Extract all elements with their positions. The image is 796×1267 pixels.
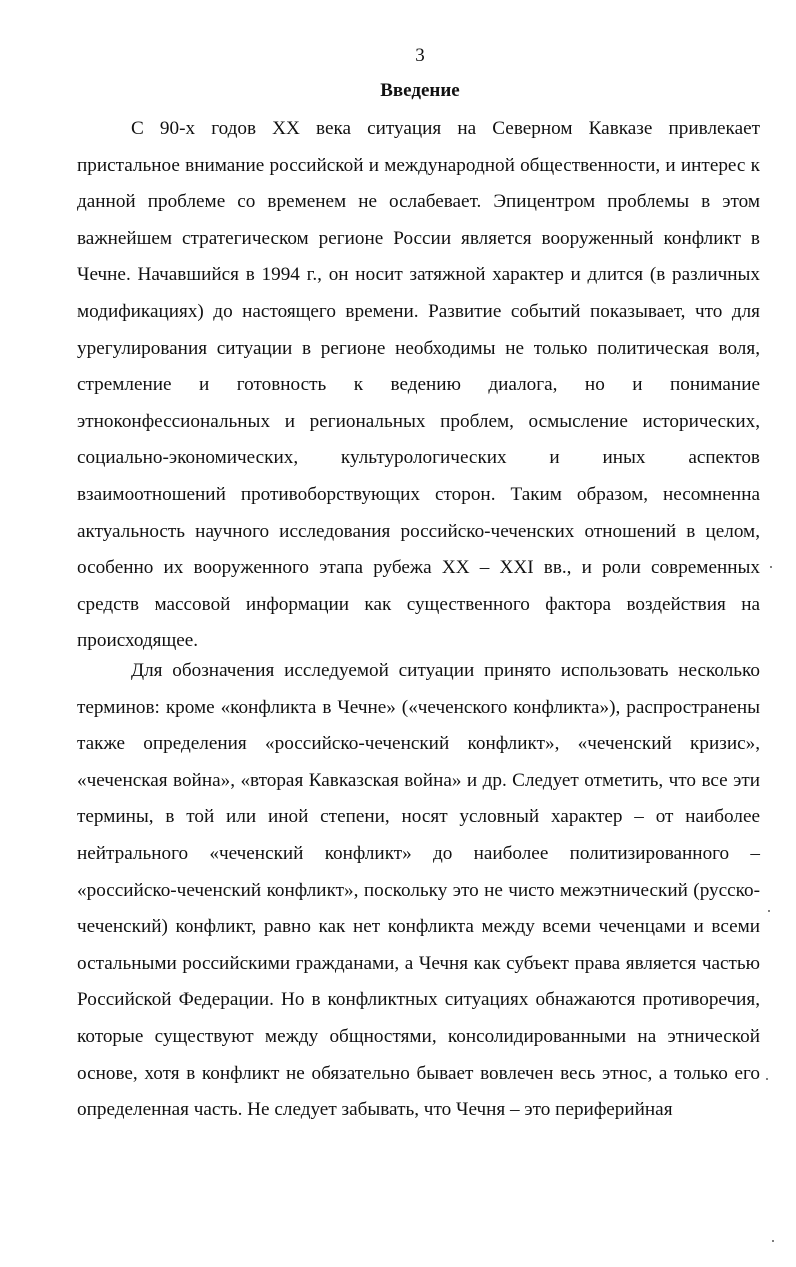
scan-speck <box>768 910 770 912</box>
scan-speck <box>770 566 772 568</box>
paragraph-2: Для обозначения исследуемой ситуации принято использовать несколько терминов: кроме «конфликта в Чечне» («чеченского конфликта»), распространены также определения «российско-чеченский конфликт», «чеченский кризис», «чеченская война», «вторая Кавказская война» и др. Следует отметить, что все эти термины, в той или иной степени, носят условный характер – от наиболее нейтрального «чеченский конфликт» до наиболее политизированного – «российско-чеченский конфликт», поскольку это не чисто межэтнический (русско-чеченский) конфликт, равно как нет конфликта между всеми чеченцами и всеми остальными российскими гражданами, а Чечня как субъект права является частью Российской Федерации. Но в конфликтных ситуациях обнажаются противоречия, которые существуют между общностями, консолидированными на этнической основе, хотя в конфликт не обязательно бывает вовлечен весь этнос, а только его определенная часть. Не следует забывать, что Чечня – это периферийная <box>77 660 760 1121</box>
section-heading: Введение <box>380 80 460 101</box>
paragraph-1: С 90-х годов XX века ситуация на Северном Кавказе привлекает пристальное внимание российской и международной общественности, и интерес к данной проблеме со временем не ослабевает. Эпицентром проблемы в этом важнейшем стратегическом регионе России является вооруженный конфликт в Чечне. Начавшийся в 1994 г., он носит затяжной характер и длится (в различных модификациях) до настоящего времени. Развитие событий показывает, что для урегулирования ситуации в регионе необходимы не только политическая воля, стремление и готовность к ведению диалога, но и понимание этноконфессиональных и региональных проблем, осмысление исторических, социально-экономических, культурологических и иных аспектов взаимоотношений противоборствующих сторон. Таким образом, несомненна актуальность научного исследования российско-чеченских отношений в целом, особенно их вооруженного этапа рубежа XX – XXI вв., и роли современных средств массовой информации как существенного фактора воздействия на происходящее. <box>77 118 760 652</box>
scan-speck <box>766 1078 768 1080</box>
page-number: 3 <box>415 45 425 66</box>
scan-speck <box>772 1240 774 1242</box>
